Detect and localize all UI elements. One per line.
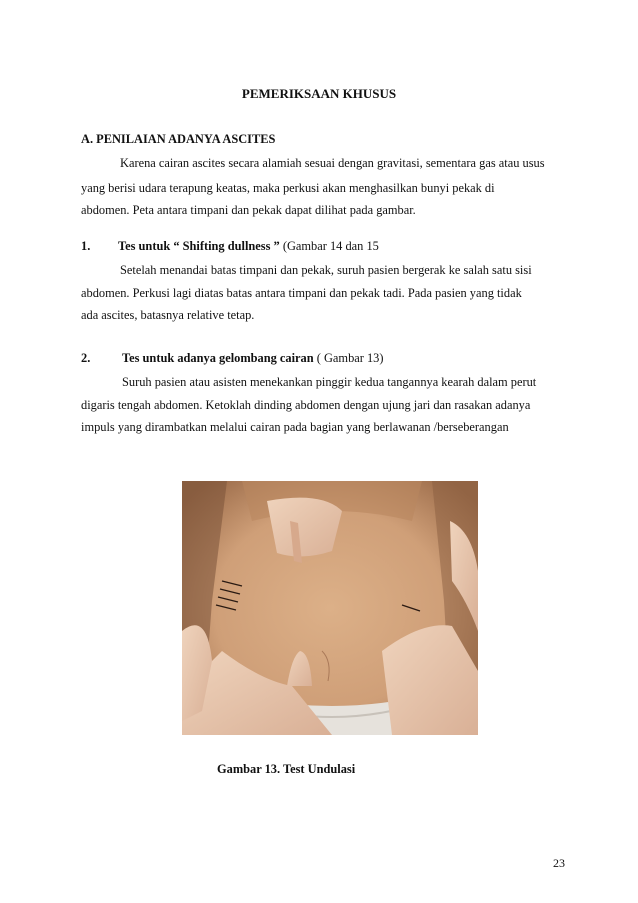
page-title: PEMERIKSAAN KHUSUS — [241, 86, 397, 101]
item2-line-1: Suruh pasien atau asisten menekankan pinggir kedua tangannya kearah dalam perut — [122, 375, 537, 389]
item2-heading — [122, 350, 384, 366]
abdomen-exam-illustration — [182, 481, 478, 735]
item1-number: 1. — [81, 239, 91, 253]
intro-line-3: abdomen. Peta antara timpani dan pekak dapat dilihat pada gambar. — [81, 203, 416, 217]
item2-line-3: impuls yang dirambatkan melalui cairan pada bagian yang berlawanan /berseberangan — [81, 420, 509, 434]
item2-line-2: digaris tengah abdomen. Ketoklah dinding abdomen dengan ujung jari dan rasakan adanya — [81, 398, 531, 412]
item2-figure-ref: ( Gambar 13) — [313, 351, 384, 365]
intro-line-2: yang berisi udara terapung keatas, maka perkusi akan menghasilkan bunyi pekak di — [81, 181, 495, 195]
figure-13-photo — [182, 481, 478, 735]
item1-heading-text: Tes untuk “ Shifting dullness ” — [118, 239, 280, 253]
item2-heading-text: Tes untuk adanya gelombang cairan — [122, 351, 314, 365]
item1-line-2: abdomen. Perkusi lagi diatas batas antara timpani dan pekak tadi. Pada pasien yang tidak — [81, 286, 522, 300]
section-heading: A. PENILAIAN ADANYA ASCITES — [81, 132, 276, 146]
item1-line-3: ada ascites, batasnya relative tetap. — [81, 308, 255, 322]
intro-line-1: Karena cairan ascites secara alamiah sesuai dengan gravitasi, sementara gas atau usus — [120, 156, 545, 170]
item1-heading — [118, 238, 379, 254]
item1-line-1: Setelah menandai batas timpani dan pekak, suruh pasien bergerak ke salah satu sisi — [120, 263, 532, 277]
page-number: 23 — [553, 856, 565, 870]
item1-figure-ref: (Gambar 14 dan 15 — [279, 239, 379, 253]
item2-number: 2. — [81, 351, 91, 365]
figure-caption: Gambar 13. Test Undulasi — [217, 762, 356, 776]
